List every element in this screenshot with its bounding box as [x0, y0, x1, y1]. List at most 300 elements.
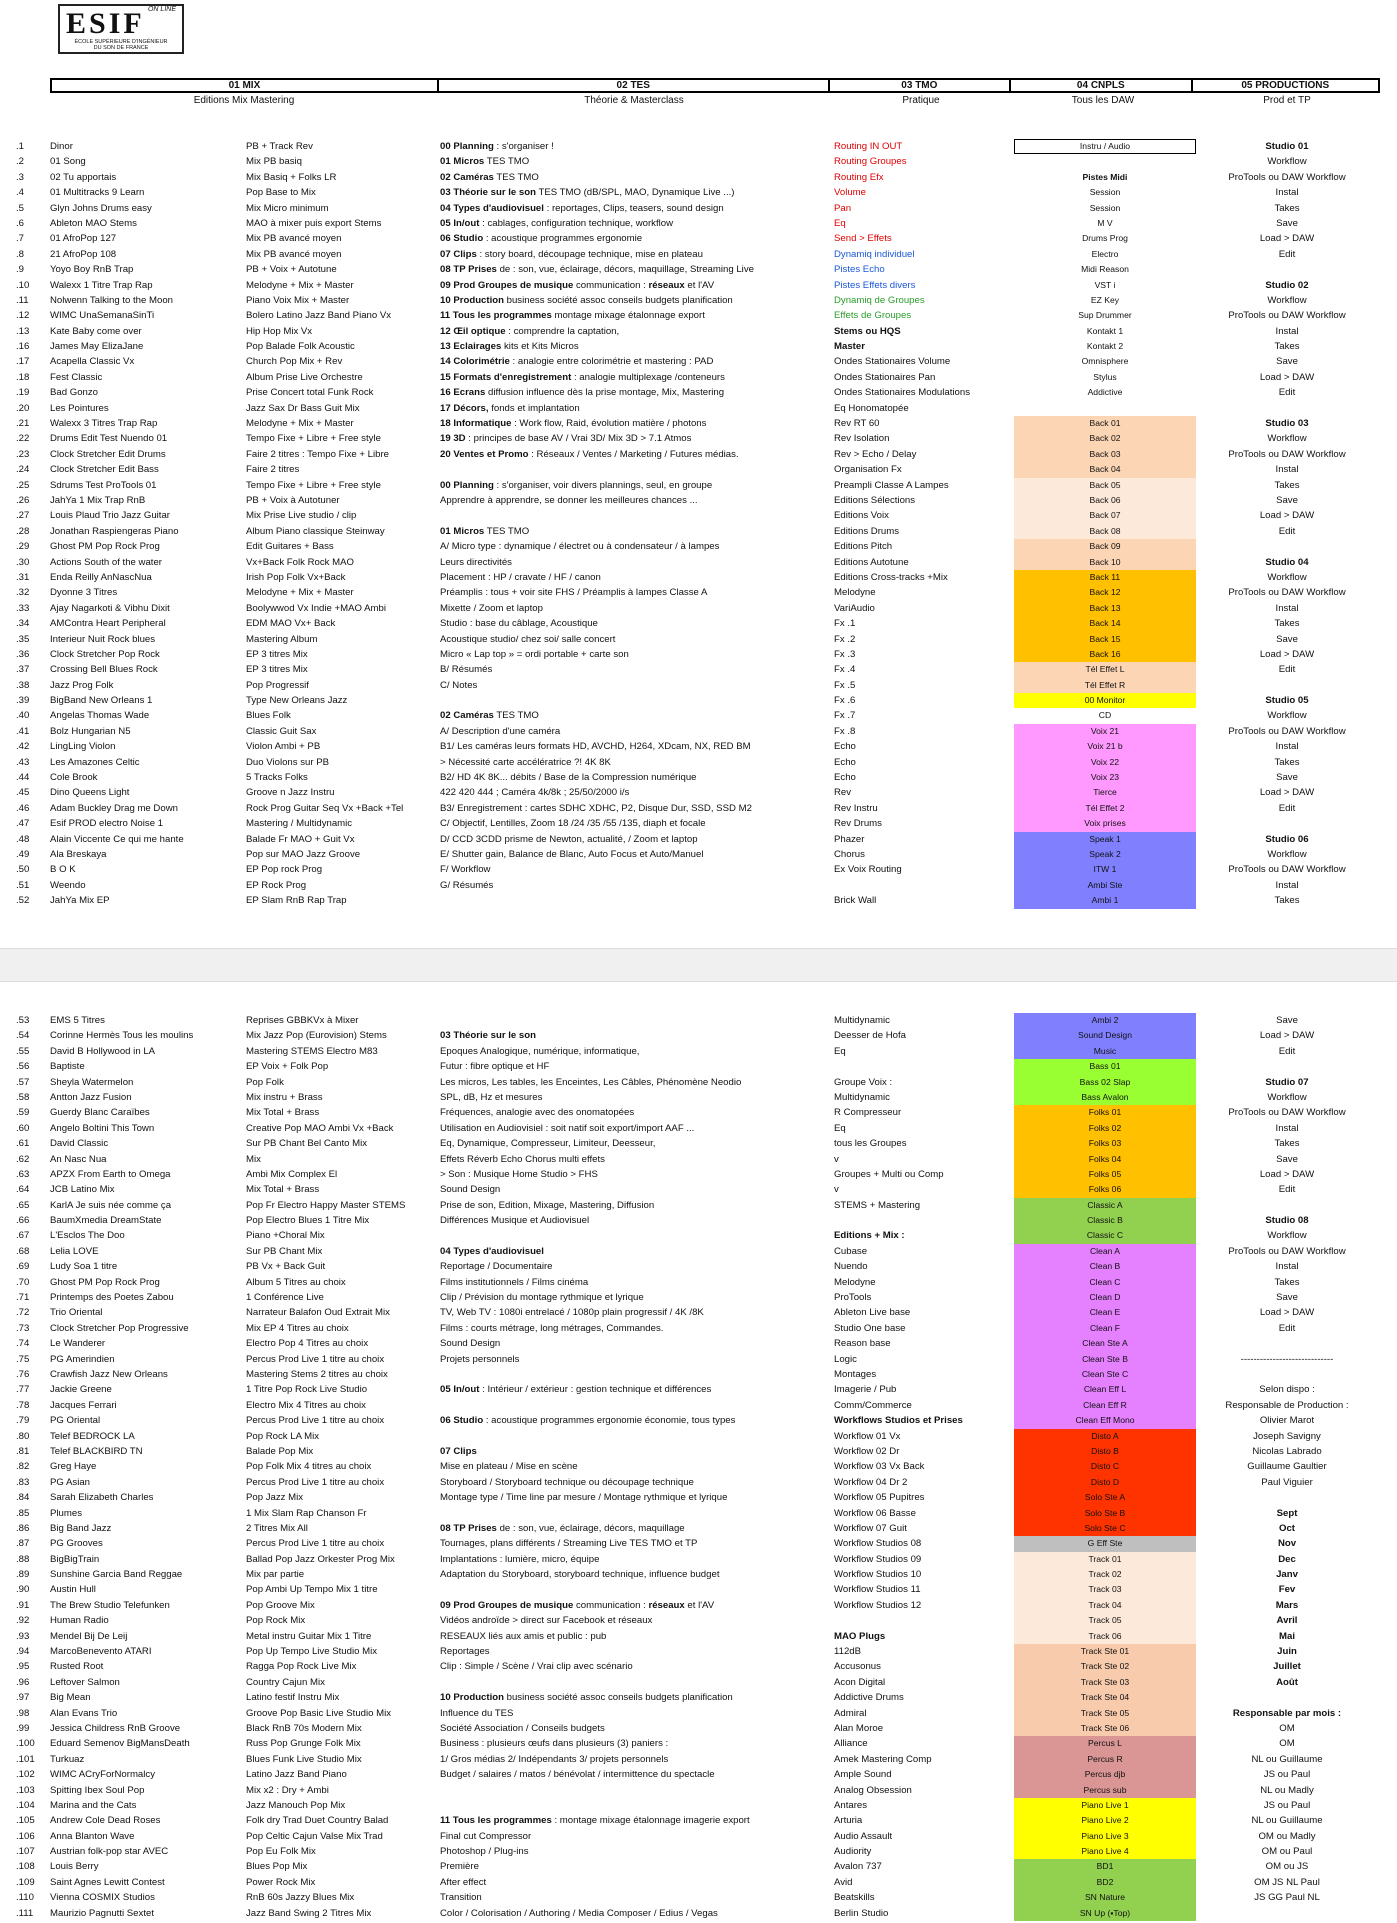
- production-step: JS GG Paul NL: [1254, 1892, 1320, 1904]
- cnpls-track: Folks 03: [1014, 1136, 1196, 1151]
- cnpls-track: Electro: [1091, 248, 1119, 259]
- production-step: ProTools ou DAW Workflow: [1228, 1107, 1346, 1119]
- production-step: ProTools ou DAW Workflow: [1228, 171, 1346, 183]
- tes-topic: [440, 832, 830, 847]
- mix-description: EP Voix + Folk Pop: [246, 1061, 329, 1073]
- row-number: .42: [16, 741, 30, 753]
- tes-topic-segment: Films institutionnels / Films cinéma: [440, 1276, 589, 1288]
- production-step: Takes: [1274, 1138, 1300, 1150]
- row-number: .12: [16, 310, 30, 322]
- tes-topic: [440, 1305, 830, 1320]
- mix-description: Mix x2 : Dry + Ambi: [246, 1784, 329, 1796]
- mix-project: Andrew Cole Dead Roses: [50, 1815, 161, 1827]
- cnpls-track: Session: [1089, 187, 1121, 198]
- tes-topic: [440, 555, 830, 570]
- mix-description: Pop Fr Electro Happy Master STEMS: [246, 1199, 406, 1211]
- mix-description: Mix Prise Live studio / clip: [246, 510, 357, 522]
- row-number: .91: [16, 1599, 30, 1611]
- mix-project: 21 AfroPop 108: [50, 248, 117, 260]
- production-step: Instal: [1275, 1261, 1299, 1273]
- mix-description: Pop Progressif: [246, 679, 309, 691]
- production-step: Workflow: [1267, 294, 1307, 306]
- table-row: [0, 1598, 1397, 1613]
- cnpls-track: Track 05: [1014, 1613, 1196, 1628]
- logo-subtitle: ÉCOLE SUPÉRIEURE D'INGÉNIEUR DU SON DE FRANCE: [74, 39, 168, 51]
- tes-topic-segment: 15 Formats d'enregistrement: [440, 371, 572, 383]
- mix-project: Bolz Hungarian N5: [50, 725, 131, 737]
- table-row: [0, 1875, 1397, 1890]
- cnpls-track: BD2: [1014, 1875, 1196, 1890]
- table-row: [0, 678, 1397, 693]
- table-row: [0, 478, 1397, 493]
- table-row: [0, 231, 1397, 246]
- tes-topic: [440, 1105, 830, 1120]
- tmo-item: Fx .3: [834, 648, 856, 660]
- table-row: [0, 216, 1397, 231]
- tmo-item: Workflow 07 Guit: [834, 1522, 907, 1534]
- row-number: .59: [16, 1107, 30, 1119]
- cnpls-track: Folks 06: [1014, 1182, 1196, 1197]
- tes-topic-segment: A/ Micro type : dynamique / électret ou à condensateur / à lampes: [440, 541, 720, 553]
- production-step: Edit: [1278, 1045, 1296, 1057]
- tes-topic-segment: > Son : Musique Home Studio > FHS: [440, 1168, 598, 1180]
- table-row: [0, 154, 1397, 169]
- table-row: [0, 308, 1397, 323]
- tes-topic: [440, 1767, 830, 1782]
- tes-topic-segment: réseaux: [648, 1599, 685, 1611]
- tes-topic: [440, 662, 830, 677]
- mix-project: Saint Agnes Lewitt Contest: [50, 1876, 165, 1888]
- row-number: .23: [16, 448, 30, 460]
- tmo-item: Routing Efx: [834, 171, 884, 183]
- tes-topic-segment: 422 420 444 ; Caméra 4k/8k ; 25/50/2000 i/s: [440, 787, 630, 799]
- mix-project: Jackie Greene: [50, 1384, 112, 1396]
- table-row: [0, 647, 1397, 662]
- tes-topic-segment: 08 TP Prises: [440, 1522, 497, 1534]
- row-number: .72: [16, 1307, 30, 1319]
- mix-project: Glyn Johns Drums easy: [50, 202, 152, 214]
- tmo-item: Analog Obsession: [834, 1784, 912, 1796]
- mix-project: Turkuaz: [50, 1753, 85, 1765]
- tes-topic: [440, 1844, 830, 1859]
- table-row: [0, 1506, 1397, 1521]
- tes-topic-segment: TES TMO: [493, 171, 539, 183]
- row-number: .18: [16, 371, 30, 383]
- mix-project: Jonathan Raspiengeras Piano: [50, 525, 179, 537]
- tmo-item: Alliance: [834, 1738, 868, 1750]
- cnpls-track: Back 12: [1014, 585, 1196, 600]
- tmo-item: Routing IN OUT: [834, 141, 903, 152]
- mix-description: Mix PB avancé moyen: [246, 248, 342, 260]
- table-row: [0, 1767, 1397, 1782]
- tes-topic-segment: 20 Ventes et Promo: [440, 448, 529, 460]
- tes-topic-segment: 11 Tous les programmes: [440, 1815, 552, 1827]
- mix-project: Maurizio Pagnutti Sextet: [50, 1907, 154, 1919]
- tmo-item: Echo: [834, 772, 856, 784]
- mix-project: Sunshine Garcia Band Reggae: [50, 1569, 183, 1581]
- tes-topic-segment: Placement : HP / cravate / HF / canon: [440, 571, 601, 583]
- tes-topic-segment: diffusion influence dès la prise montage, Mix, Mastering: [485, 387, 725, 399]
- tes-topic-segment: business société assoc conseils budgets planification: [503, 294, 733, 306]
- row-number: .60: [16, 1122, 30, 1134]
- tmo-item: R Compresseur: [834, 1107, 902, 1119]
- cnpls-track: Folks 05: [1014, 1167, 1196, 1182]
- table-row: [0, 816, 1397, 831]
- mix-project: Telef BEDROCK LA: [50, 1430, 135, 1442]
- tes-topic-segment: Première: [440, 1861, 479, 1873]
- tmo-item: Addictive Drums: [834, 1692, 904, 1704]
- mix-description: Mix Basiq + Folks LR: [246, 171, 337, 183]
- cnpls-track: Back 02: [1014, 431, 1196, 446]
- tmo-item: Rev Instru: [834, 802, 878, 814]
- row-number: .21: [16, 418, 30, 430]
- col-subheader-cnpls: Tous les DAW: [1071, 95, 1135, 106]
- tes-topic: [440, 1890, 830, 1905]
- cnpls-track: Bass 01: [1014, 1059, 1196, 1074]
- tes-topic: [440, 678, 830, 693]
- mix-description: Melodyne + Mix + Master: [246, 587, 354, 599]
- tes-topic-segment: Prise de son, Edition, Mixage, Mastering, Diffusion: [440, 1199, 655, 1211]
- mix-project: WIMC UnaSemanaSinTi: [50, 310, 155, 322]
- tes-topic: [440, 1121, 830, 1136]
- row-number: .66: [16, 1215, 30, 1227]
- table-row: [0, 1859, 1397, 1874]
- row-number: .111: [16, 1907, 34, 1919]
- mix-description: EP Slam RnB Rap Trap: [246, 895, 347, 907]
- mix-description: Black RnB 70s Modern Mix: [246, 1722, 362, 1734]
- row-number: .105: [16, 1815, 35, 1827]
- mix-description: Pop Rock LA Mix: [246, 1430, 320, 1442]
- column-header-bar: [50, 78, 1380, 93]
- table-row: [0, 385, 1397, 400]
- tes-topic: [440, 1167, 830, 1182]
- cnpls-track: Piano Live 2: [1014, 1813, 1196, 1828]
- cnpls-track: Back 03: [1014, 447, 1196, 462]
- mix-description: Electro Mix 4 Titres au choix: [246, 1399, 366, 1411]
- tes-topic-segment: B/ Résumés: [440, 664, 493, 676]
- tes-topic: [440, 354, 830, 369]
- row-number: .76: [16, 1368, 30, 1380]
- mix-description: Jazz Band Swing 2 Titres Mix: [246, 1907, 372, 1919]
- row-number: .16: [16, 341, 30, 353]
- row-number: .86: [16, 1522, 30, 1534]
- table-row: [0, 616, 1397, 631]
- row-number: .85: [16, 1507, 30, 1519]
- table-row: [0, 1044, 1397, 1059]
- tmo-item: Logic: [834, 1353, 857, 1365]
- tmo-item: Groupe Voix :: [834, 1076, 893, 1088]
- tmo-item: Echo: [834, 756, 856, 768]
- tes-topic-segment: 01 Micros: [440, 525, 485, 537]
- tes-topic-segment: Utilisation en Audiovisiel : soit natif soit export/import AAF ...: [440, 1122, 695, 1134]
- mix-project: Greg Haye: [50, 1461, 97, 1473]
- row-number: .58: [16, 1091, 30, 1103]
- tes-topic-segment: 19 3D: [440, 433, 466, 445]
- tes-topic: [440, 1598, 830, 1613]
- tes-topic: [440, 1859, 830, 1874]
- row-number: .53: [16, 1015, 30, 1026]
- tmo-item: Dynamiq individuel: [834, 248, 915, 260]
- tes-topic-segment: Acoustique studio/ chez soi/ salle concert: [440, 633, 616, 645]
- tes-topic-segment: 06 Studio: [440, 233, 484, 245]
- mix-project: Esif PROD electro Noise 1: [50, 818, 164, 830]
- cnpls-track: Disto A: [1014, 1429, 1196, 1444]
- production-step: Selon dispo :: [1259, 1384, 1315, 1396]
- cnpls-track: Clean E: [1014, 1305, 1196, 1320]
- cnpls-track: Back 06: [1014, 493, 1196, 508]
- tes-topic: [440, 1182, 830, 1197]
- row-number: .87: [16, 1538, 30, 1550]
- tmo-item: Preampli Classe A Lampes: [834, 479, 949, 491]
- production-step: Mai: [1279, 1630, 1295, 1642]
- cnpls-track: Clean D: [1014, 1290, 1196, 1305]
- mix-project: B O K: [50, 864, 76, 876]
- mix-project: Corinne Hermès Tous les moulins: [50, 1030, 194, 1042]
- table-row: [0, 185, 1397, 200]
- table-row: [0, 847, 1397, 862]
- tes-topic-segment: SPL, dB, Hz et mesures: [440, 1091, 543, 1103]
- tes-topic: [440, 1721, 830, 1736]
- table-row: [0, 862, 1397, 877]
- cnpls-track: Track Ste 01: [1014, 1644, 1196, 1659]
- tmo-item: Rev Drums: [834, 818, 882, 830]
- tmo-item: Eq Honomatopée: [834, 402, 909, 414]
- tes-topic-segment: et l'AV: [684, 1599, 715, 1611]
- table-row: [0, 508, 1397, 523]
- production-step: Workflow: [1267, 710, 1307, 722]
- mix-description: MAO à mixer puis export Stems: [246, 217, 382, 229]
- tes-topic-segment: 06 Studio: [440, 1415, 484, 1427]
- production-step: Save: [1276, 1015, 1298, 1026]
- tmo-item: Deesser de Hofa: [834, 1030, 906, 1042]
- row-number: .25: [16, 479, 30, 491]
- mix-description: Sur PB Chant Mix: [246, 1245, 323, 1257]
- cnpls-track: Back 09: [1014, 539, 1196, 554]
- mix-project: Drums Edit Test Nuendo 01: [50, 433, 168, 445]
- mix-description: EP Pop rock Prog: [246, 864, 323, 876]
- tes-topic: [440, 1321, 830, 1336]
- table-row: [0, 1429, 1397, 1444]
- tmo-item: Amek Mastering Comp: [834, 1753, 932, 1765]
- row-number: .104: [16, 1799, 35, 1811]
- tes-topic: [440, 1290, 830, 1305]
- mix-project: Louis Berry: [50, 1861, 99, 1873]
- tes-topic-segment: C/ Objectif, Lentilles, Zoom 18 /24 /35 /55 /135, diaph et focale: [440, 818, 706, 830]
- production-step: Takes: [1274, 618, 1300, 630]
- cnpls-track: Speak 2: [1014, 847, 1196, 862]
- cnpls-track: Solo Ste B: [1014, 1506, 1196, 1521]
- col-header-tes: 02 TES: [439, 80, 830, 91]
- production-step: Save: [1276, 633, 1298, 645]
- table-row: [0, 1582, 1397, 1597]
- production-step: Load > DAW: [1259, 233, 1315, 245]
- cnpls-track: Clean Ste B: [1014, 1352, 1196, 1367]
- tes-topic-segment: montage mixage étalonnage export: [551, 310, 705, 322]
- tmo-item: Workflow Studios 12: [834, 1599, 922, 1611]
- tes-topic-segment: : acoustique programmes ergonomie économie, tous types: [483, 1415, 736, 1427]
- mix-project: Angelas Thomas Wade: [50, 710, 150, 722]
- tes-topic: [440, 1028, 830, 1043]
- table-row: [0, 354, 1397, 369]
- mix-description: Church Pop Mix + Rev: [246, 356, 343, 368]
- cnpls-track: Back 05: [1014, 478, 1196, 493]
- tes-topic-segment: TES TMO: [484, 156, 530, 168]
- tmo-item: STEMS + Mastering: [834, 1199, 921, 1211]
- mix-project: PG Amerindien: [50, 1353, 115, 1365]
- production-step: Janv: [1276, 1569, 1298, 1581]
- cnpls-track: Voix 21 b: [1014, 739, 1196, 754]
- table-row: [0, 139, 1397, 154]
- cnpls-track: Back 16: [1014, 647, 1196, 662]
- tes-topic-segment: C/ Notes: [440, 679, 478, 691]
- tes-topic: [440, 1213, 830, 1228]
- tes-topic-segment: 11 Tous les programmes: [440, 310, 552, 322]
- production-step: OM ou Madly: [1258, 1830, 1316, 1842]
- table-row: [0, 724, 1397, 739]
- mix-description: EP 3 titres Mix: [246, 648, 308, 660]
- mix-description: Melodyne + Mix + Master: [246, 279, 354, 291]
- cnpls-track: 00 Monitor: [1014, 693, 1196, 708]
- mix-project: Big Mean: [50, 1692, 91, 1704]
- tes-topic: [440, 616, 830, 631]
- mix-project: Jazz Prog Folk: [50, 679, 114, 691]
- tes-topic: [440, 1536, 830, 1551]
- cnpls-track: Sup Drummer: [1078, 310, 1132, 321]
- tes-topic-segment: Transition: [440, 1892, 482, 1904]
- production-step: Workflow: [1267, 1091, 1307, 1103]
- table-row: [0, 1490, 1397, 1505]
- table-row: [0, 1275, 1397, 1290]
- cnpls-track: Folks 02: [1014, 1121, 1196, 1136]
- row-number: .102: [16, 1769, 35, 1781]
- tes-topic: [440, 816, 830, 831]
- tmo-item: Workflow 04 Dr 2: [834, 1476, 908, 1488]
- production-step: Instal: [1275, 741, 1299, 753]
- table-row: [0, 1736, 1397, 1751]
- tes-topic-segment: TES TMO: [493, 710, 539, 722]
- table-row: [0, 878, 1397, 893]
- production-step: Studio 08: [1265, 1215, 1309, 1227]
- cnpls-track: Back 15: [1014, 632, 1196, 647]
- tes-topic: [440, 1521, 830, 1536]
- production-step: Workflow: [1267, 156, 1307, 168]
- production-step: OM: [1279, 1722, 1295, 1734]
- mix-description: Country Cajun Mix: [246, 1676, 325, 1688]
- mix-description: Mix Total + Brass: [246, 1184, 320, 1196]
- row-number: .98: [16, 1707, 30, 1719]
- table-row: [0, 1783, 1397, 1798]
- production-step: Takes: [1274, 202, 1300, 214]
- table-row: [0, 170, 1397, 185]
- tmo-item: Rev Isolation: [834, 433, 890, 445]
- mix-project: Sarah Elizabeth Charles: [50, 1492, 154, 1504]
- cnpls-track: CD: [1098, 710, 1112, 721]
- cnpls-track: Classic C: [1014, 1228, 1196, 1243]
- table-row: [0, 801, 1397, 816]
- mix-project: Austrian folk-pop star AVEC: [50, 1846, 169, 1858]
- table-row: [0, 1798, 1397, 1813]
- tmo-item: Editions Sélections: [834, 494, 916, 506]
- tmo-item: Phazer: [834, 833, 865, 845]
- production-step: JS ou Paul: [1263, 1769, 1311, 1781]
- mix-description: Percus Prod Live 1 titre au choix: [246, 1476, 385, 1488]
- mix-description: Metal instru Guitar Mix 1 Titre: [246, 1630, 372, 1642]
- tmo-item: Fx .6: [834, 695, 856, 707]
- mix-description: Album 5 Titres au choix: [246, 1276, 346, 1288]
- mix-description: Percus Prod Live 1 titre au choix: [246, 1415, 385, 1427]
- production-step: Save: [1276, 1292, 1298, 1304]
- mix-description: Ambi Mix Complex El: [246, 1168, 338, 1180]
- tes-topic-segment: 01 Micros: [440, 156, 485, 168]
- tmo-item: Reason base: [834, 1338, 891, 1350]
- tes-topic-segment: Films : courts métrage, long métrages, Commandes.: [440, 1322, 664, 1334]
- tes-topic: [440, 585, 830, 600]
- cnpls-track: EZ Key: [1090, 294, 1120, 305]
- cnpls-track: Bass 02 Slap: [1014, 1075, 1196, 1090]
- row-number: .97: [16, 1692, 30, 1704]
- cnpls-track: Track 04: [1014, 1598, 1196, 1613]
- cnpls-track: Folks 01: [1014, 1105, 1196, 1120]
- production-step: Load > DAW: [1259, 510, 1315, 522]
- row-number: .89: [16, 1569, 30, 1581]
- production-step: Studio 04: [1265, 556, 1309, 568]
- mix-project: LingLing Violon: [50, 741, 116, 753]
- mix-description: Mastering Stems 2 titres au choix: [246, 1368, 388, 1380]
- tes-topic-segment: : cablages, configuration technique, workflow: [479, 217, 674, 229]
- row-number: .99: [16, 1722, 30, 1734]
- row-number: .3: [16, 171, 25, 183]
- cnpls-track: ITW 1: [1014, 862, 1196, 877]
- tes-topic: [440, 1644, 830, 1659]
- mix-description: Piano +Choral Mix: [246, 1230, 325, 1242]
- production-step: OM JS NL Paul: [1254, 1876, 1320, 1888]
- tes-topic-segment: Reportage / Documentaire: [440, 1261, 553, 1273]
- tes-topic: [440, 1444, 830, 1459]
- tes-topic: [440, 847, 830, 862]
- table-row: [0, 1444, 1397, 1459]
- production-step: Instal: [1275, 187, 1299, 199]
- cnpls-track: Back 14: [1014, 616, 1196, 631]
- tes-topic: [440, 878, 830, 893]
- tes-topic-segment: TES TMO (dB/SPL, MAO, Dynamique Live ...): [535, 187, 735, 199]
- tes-topic-segment: Final cut Compressor: [440, 1830, 532, 1842]
- tes-topic-segment: Fréquences, analogie avec des onomatopées: [440, 1107, 635, 1119]
- cnpls-track: Percus L: [1014, 1736, 1196, 1751]
- row-number: .11: [16, 294, 29, 306]
- table-row: [0, 1075, 1397, 1090]
- mix-description: Latino Jazz Band Piano: [246, 1769, 347, 1781]
- mix-project: Dinor: [50, 141, 73, 152]
- tes-topic: [440, 1413, 830, 1428]
- tmo-item: Chorus: [834, 848, 865, 860]
- tes-topic-segment: 16 Ecrans: [440, 387, 486, 399]
- tes-topic: [440, 1198, 830, 1213]
- production-step: Load > DAW: [1259, 371, 1315, 383]
- cnpls-track: Piano Live 1: [1014, 1798, 1196, 1813]
- row-number: .55: [16, 1045, 30, 1057]
- tmo-item: Ondes Stationaires Volume: [834, 356, 951, 368]
- table-row: [0, 1398, 1397, 1413]
- mix-project: Crossing Bell Blues Rock: [50, 664, 158, 676]
- cnpls-track: Folks 04: [1014, 1152, 1196, 1167]
- cnpls-track: Back 13: [1014, 601, 1196, 616]
- tmo-item: Arturia: [834, 1815, 863, 1827]
- tes-topic-segment: Photoshop / Plug-ins: [440, 1846, 529, 1858]
- tes-topic-segment: Business : plusieurs œufs dans plusieurs (3) paniers :: [440, 1738, 669, 1750]
- mix-description: Ragga Pop Rock Live Mix: [246, 1661, 357, 1673]
- mix-description: Album Piano classique Steinway: [246, 525, 385, 537]
- production-step: Studio 02: [1265, 279, 1309, 291]
